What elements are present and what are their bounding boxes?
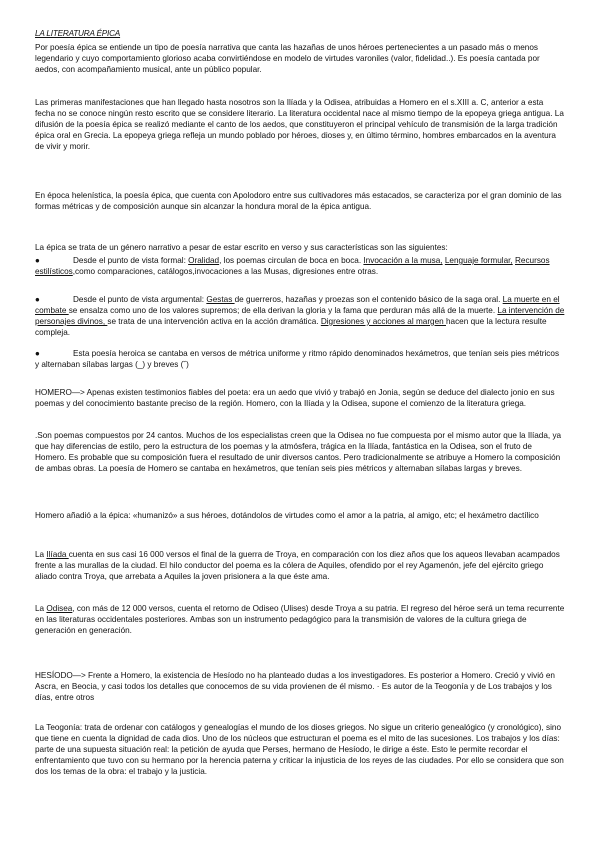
- origins-paragraph: Las primeras manifestaciones que han llegado hasta nosotros son la Ilíada y la Odisea, atribuidas a Homero en el s.XIII a. C, anterior a esta fecha no se conoce ningún resto escrito que se considere literario. La literatura occidental nace al mismo tiempo de la epopeya griega antigua. La difusión de la poesía épica se realizó mediante el canto de los aedos, que constituyeron el principal vehículo de transmisión de la larga tradición épica oral en Grecia. La epopeya griega refleja un mundo poblado por héroes, dioses y, en último término, hombres embarcados en la aventura de vivir y morir.: [35, 98, 564, 151]
- page-title: LA LITERATURA ÉPICA: [35, 29, 121, 38]
- argumental-text: se ensalza como uno de los valores supremos; de ella derivan la gloria y la fama que perduran más allá de la muerte.: [68, 305, 498, 315]
- hellenistic-paragraph: En época helenística, la poesía épica, que cuenta con Apolodoro entre sus cultivadores más estacados, se caracteriza por el gran dominio de las formas métricas y de composición aunque sin alcanzar la hondura moral de la épica antigua.: [35, 191, 562, 211]
- argumental-text: de guerreros, hazañas y proezas son el contenido básico de la saga oral.: [234, 295, 503, 304]
- intro-paragraph: Por poesía épica se entiende un tipo de poesía narrativa que canta las hazañas de unos héroes pertenecientes a un pasado más o menos legendario y cuyo comportamiento glorioso acaba convirtiéndose en modelo de virtudes varoniles (valor, fidelidad..). Es poesía cantada por aedos, con acompañamiento musical, ante un público popular.: [35, 43, 540, 74]
- metrica-text: Esta poesía heroica se cantaba en versos de métrica uniforme y ritmo rápido denominados hexámetros, que tenían seis pies métricos y alternaban sílabas largas (_) y breves (˘): [35, 349, 560, 369]
- argumental-text: se trata de una intervención activa en la acción dramática.: [107, 316, 321, 326]
- gestas-term: Gestas: [206, 295, 235, 304]
- odisea-paragraph: [35, 604, 565, 637]
- recursos-term: Recursos estilísticos: [35, 256, 550, 276]
- odisea-text: La: [35, 604, 47, 613]
- features-intro: La épica se trata de un género narrativo a pesar de estar escrito en verso y sus características son las siguientes:: [35, 243, 448, 252]
- homero-cantos-paragraph: .Son poemas compuestos por 24 cantos. Muchos de los especialistas creen que la Odisea no fue compuesta por el mismo autor que la Ilíada, ya que hay diferencias de estilo, pero la estructura de los poemas y la atmósfera, trágica en la Ilíada, fantástica en la Odisea, son el fruto de Homero. Es probable que su composición fuera el resultado de unir diversos cantos. Pero tradicionalmente se atribuye a Homero la composición de ambas obras. La poesía de Homero se cantaba en hexámetros, que tenían seis pies métricos y alternaban sílabas largas y breves.: [35, 431, 562, 473]
- iliada-text: La: [35, 550, 47, 559]
- bullet-icon: ●: [35, 295, 40, 304]
- hesiodo-paragraph: HESÍODO—> Frente a Homero, la existencia de Hesíodo no ha planteado dudas a los investigadores. Es posterior a Homero. Creció y vivió en Ascra, en Beocia, y casi todos los detalles que conocemos de su vida provienen de él mismo. · Es autor de la Teogonía y de Los trabajos y los días, entre otros: [35, 671, 555, 702]
- lenguaje-term: Lenguaje formular,: [444, 256, 513, 265]
- iliada-paragraph: [35, 550, 565, 583]
- bullet-icon: ●: [35, 349, 40, 358]
- feature-metrica: [35, 349, 565, 371]
- odisea-title: Odisea: [46, 604, 73, 613]
- homero-paragraph: HOMERO—> Apenas existen testimonios fiables del poeta: era un aedo que vivió y trabajó en Jonia, según se deduce del dialecto jonio en sus poemas y del conocimiento bastante preciso de la región. Homero, con la Ilíada y la Odisea, supone el comienzo de la literatura griega.: [35, 388, 555, 408]
- intervencion-term: La intervención de personajes divinos,: [35, 305, 565, 326]
- argumental-text: hacen que la lectura resulte compleja.: [35, 316, 547, 337]
- formal-text: , los poemas circulan de boca en boca.: [219, 256, 364, 265]
- invocacion-term: Invocación a la musa,: [363, 256, 443, 265]
- digresiones-term: Digresiones y acciones al margen: [320, 316, 446, 326]
- bullet-icon: ●: [35, 256, 40, 265]
- feature-formal: [35, 256, 565, 278]
- odisea-text: , con más de 12 000 versos, cuenta el retorno de Odiseo (Ulises) desde Troya a su patria. El regreso del héroe será un tema recurrente en las literaturas occidentales posteriores. Ambas son un instrumento pedagógico para la transmisión de valores de la cultura griega de generación en generación.: [35, 604, 565, 635]
- muerte-term: La muerte en el combate: [35, 295, 560, 315]
- feature-argumental: [35, 295, 565, 339]
- formal-lead: Desde el punto de vista formal:: [73, 256, 189, 265]
- hesiodo-obras-paragraph: La Teogonía: trata de ordenar con catálogos y genealogías el mundo de los dioses griegos. No sigue un criterio genealógico (y cronológico), sino que tiene en cuenta la dignidad de cada dios. Uno de los núcleos que estructuran el poema es el mito de las sucesiones. Los trabajos y los días: parte de una supuesta situación real: la petición de ayuda que Perses, hermano de Hesíodo, le dirige a éste. Esto le permite recordar el enfrentamiento que tuvo con su hermano por la herencia paterna y criticar la injusticia de los reyes de las ciudades. Por ello se considera que son dos los temas de la obra: el trabajo y la justicia.: [35, 723, 564, 776]
- homero-aporte-paragraph: Homero añadió a la épica: «humanizó» a sus héroes, dotándolos de virtudes como el amor a la patria, al amigo, etc; el hexámetro dactílico: [35, 511, 539, 520]
- iliada-title: Ilíada: [46, 550, 69, 559]
- formal-text: ,como comparaciones, catálogos,invocaciones a las Musas, digresiones entre otras.: [72, 266, 379, 276]
- iliada-text: cuenta en sus casi 16 000 versos el final de la guerra de Troya, en comparación con los diez años que los aqueos llevaban acampados frente a las murallas de la ciudad. El hilo conductor del poema es la cólera de Aquiles, ofendido por el rey Agamenón, jefe del ejército griego aliado contra Troya, que arrebata a Aquiles la joven prisionera a la que éste ama.: [35, 550, 560, 581]
- argumental-lead: Desde el punto de vista argumental:: [73, 295, 207, 304]
- oralidad-term: Oralidad: [188, 256, 220, 265]
